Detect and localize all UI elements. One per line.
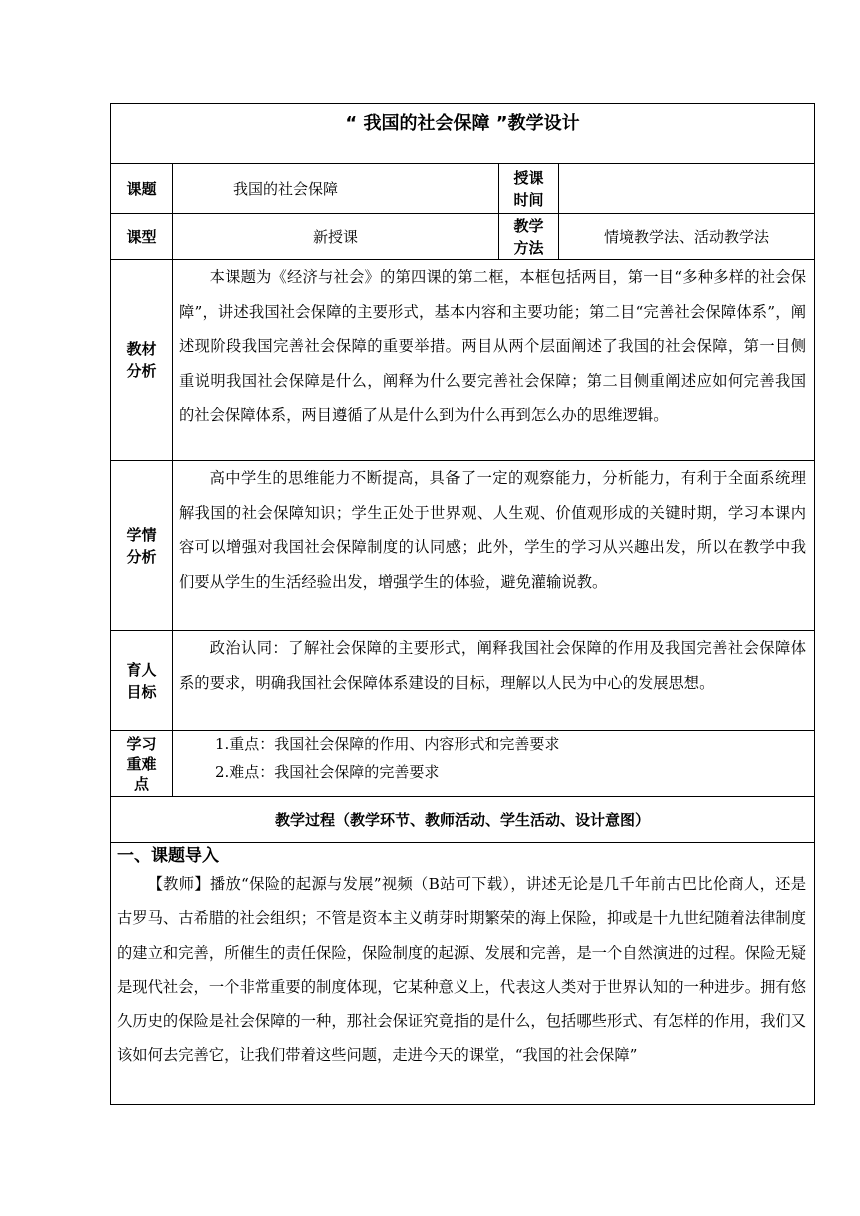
type-value: 新授课	[173, 214, 499, 260]
lesson-plan-sheet	[110, 103, 814, 1105]
lesson-plan-table	[110, 103, 815, 1105]
document-title: “ 我国的社会保障 ”教学设计	[111, 104, 815, 164]
topic-label: 课题	[111, 164, 173, 214]
method-label	[499, 214, 559, 260]
material-analysis-text: 本课题为《经济与社会》的第四课的第二框，本框包括两目，第一目“多种多样的社会保障”，讲述我国社会保障的主要形式，基本内容和主要功能；第二目“完善社会保障体系”，阐述现阶段我国完善社会保障的重要举措。两目从两个层面阐述了我国的社会保障，第一目侧重说明我国社会保障是什么，阐释为什么要完善社会保障；第二目侧重阐述应如何完善我国的社会保障体系，两目遵循了从是什么到为什么再到怎么办的思维逻辑。	[173, 260, 815, 461]
student-label-text: 学情分析	[126, 525, 157, 566]
time-label	[499, 164, 559, 214]
key-points-label	[111, 731, 173, 797]
topic-value: 我国的社会保障	[173, 164, 499, 214]
material-label-text: 教材分析	[126, 340, 157, 380]
goal-label	[111, 631, 173, 731]
time-label-text: 授课时间	[513, 168, 544, 209]
student-label	[111, 461, 173, 631]
method-value: 情境教学法、活动教学法	[559, 214, 815, 260]
intro-text: 【教师】播放“保险的起源与发展”视频（B站可下载），讲述无论是几千年前古巴比伦商人，还是古罗马、古希腊的社会组织；不管是资本主义萌芽时期繁荣的海上保险，抑或是十九世纪随着法律制度的建立和完善，所催生的责任保险，保险制度的起源、发展和完善，是一个自然演进的过程。保险无疑是现代社会，一个非常重要的制度体现，它某种意义上，代表这人类对于世界认知的一种进步。拥有悠久历史的保险是社会保障的一种，那社会保证究竟指的是什么，包括哪些形式、有怎样的作用，我们又该如何去完善它，让我们带着这些问题，走进今天的课堂，“我国的社会保障”	[117, 875, 807, 1065]
method-label-text: 教学方法	[513, 216, 544, 257]
material-label	[111, 260, 173, 461]
key-point-item: 1.重点：我国社会保障的作用、内容形式和完善要求	[215, 735, 560, 753]
process-heading: 教学过程（教学环节、教师活动、学生活动、设计意图）	[111, 797, 815, 843]
student-analysis-text: 高中学生的思维能力不断提高，具备了一定的观察能力，分析能力，有利于全面系统理解我国的社会保障知识；学生正处于世界观、人生观、价值观形成的关键时期，学习本课内容可以增强对我国社会保障制度的认同感；此外，学生的学习从兴趣出发，所以在教学中我们要从学生的生活经验出发，增强学生的体验，避免灌输说教。	[173, 461, 815, 631]
time-value	[559, 164, 815, 214]
type-label: 课型	[111, 214, 173, 260]
goal-text: 政治认同：了解社会保障的主要形式，阐释我国社会保障的作用及我国完善社会保障体系的要求，明确我国社会保障体系建设的目标，理解以人民为中心的发展思想。	[173, 631, 815, 731]
difficult-point-item: 2.难点：我国社会保障的完善要求	[215, 763, 440, 781]
goal-label-text: 育人目标	[126, 660, 157, 701]
key-points-list	[173, 731, 815, 797]
key-points-label-text: 学习重难点	[126, 734, 157, 793]
intro-section	[111, 843, 815, 1105]
intro-heading: 一、课题导入	[117, 846, 219, 866]
